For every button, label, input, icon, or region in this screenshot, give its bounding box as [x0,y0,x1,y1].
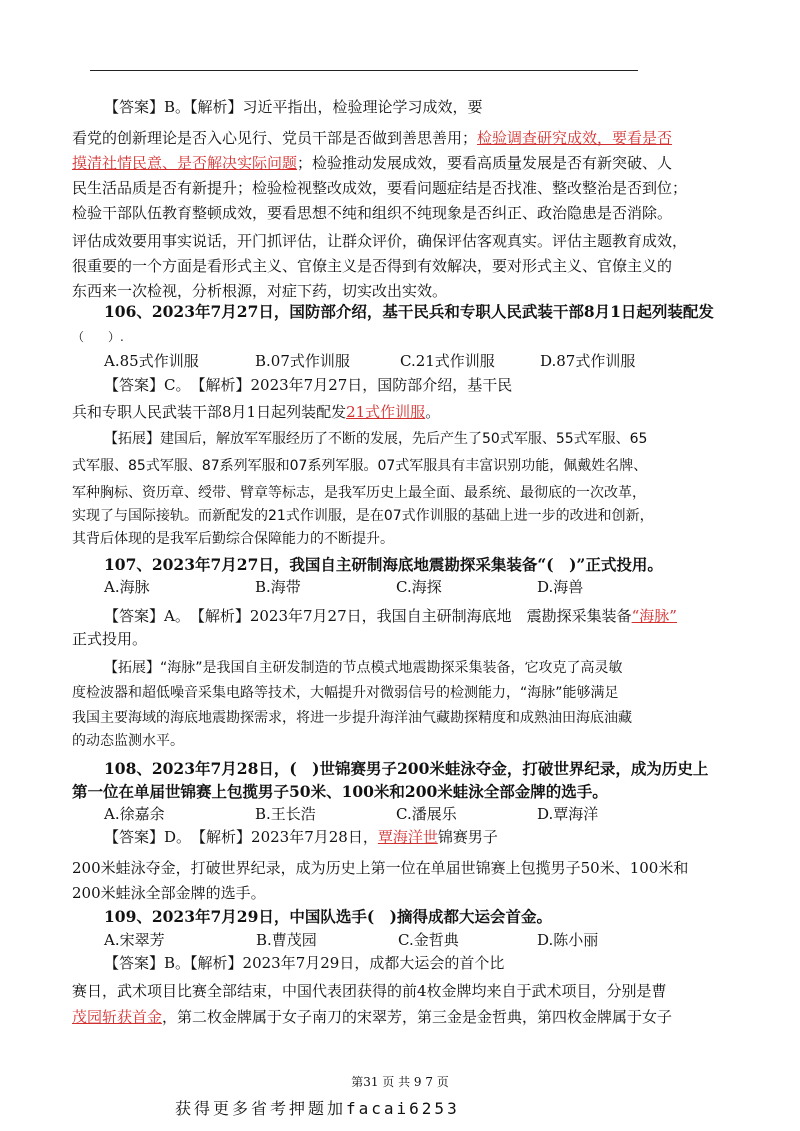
answer-105-line-5: 检验干部队伍教育整顿成效，要看思想不纯和组织不纯现象是否纠正、政治隐患是否消除。 [72,204,673,222]
answer-105-line-1: 【答案】B。【解析】习近平指出，检验理论学习成效，要 [104,98,483,116]
option-c: C.金哲典 [398,931,459,949]
question-107: 107、2023年7月27日，我国自主研制海底地震勘探采集装备“( )”正式投用。 [104,555,663,574]
answer-109-line-1: 【答案】B。【解析】2023年7月29日，成都大运会的首个比 [104,954,505,972]
promo-text: 获得更多省考押题加facai6253 [175,1099,460,1118]
extension-106-line-1: 【拓展】建国后，解放军军服经历了不断的发展，先后产生了50式军服、55式军服、65 [104,431,648,447]
answer-107-line-2: 正式投用。 [72,630,148,648]
answer-105-line-4: 民生活品质是否有新提升；检验检视整改成效，要看问题症结是否找准、整改整治是否到位； [72,179,688,197]
answer-108-line-2: 200米蛙泳夺金，打破世界纪录，成为历史上第一位在单届世锦赛上包揽男子50米、100米和 [72,859,689,877]
extension-107-line-3: 我国主要海域的海底地震勘探需求，将进一步提升海洋油气藏勘探精度和成熟油田海底油藏 [72,710,632,726]
extension-107-line-4: 的动态监测水平。 [72,733,184,749]
option-c: C.海探 [396,578,442,596]
answer-107-line-1: 【答案】A。 【解析】2023年7月27日，我国自主研制海底地 震勘探采集装备“海脉” [104,607,677,625]
extension-107-line-2: 度检波器和超低噪音采集电路等技术，大幅提升对微弱信号的检测能力，“海脉”能够满足 [72,685,619,701]
answer-109-line-3: 茂园斩获首金，第二枚金牌属于女子南刀的宋翠芳，第三金是金哲典，第四枚金牌属于女子 [72,1008,673,1026]
option-d: D.覃海洋 [537,805,599,823]
answer-105-line-7: 很重要的一个方面是看形式主义、官僚主义是否得到有效解决，要对形式主义、官僚主义的 [72,257,673,275]
option-c: C.潘展乐 [396,805,457,823]
highlight-text: “海脉” [631,607,677,625]
highlight-text: 覃海洋世 [377,828,438,846]
extension-106-line-5: 其背后体现的是我军后勤综合保障能力的不断提升。 [72,531,394,547]
extension-107-line-1: 【拓展】“海脉”是我国自主研发制造的节点模式地震勘探采集装备，它攻克了高灵敏 [104,660,623,676]
highlight-text: 摸清社情民意、是否解决实际问题 [72,154,298,172]
answer-105-line-3: 摸清社情民意、是否解决实际问题；检验推动发展成效，要看高质量发展是否有新突破、人 [72,154,673,172]
question-108-line-1: 108、2023年7月28日，( )世锦赛男子200米蛙泳夺金，打破世界纪录，成为历史上 [104,759,709,778]
question-106-paren: （ ）. [72,330,124,344]
answer-106-line-2: 兵和专职人民武装干部8月1日起列装配发21式作训服。 [72,403,441,421]
option-d: D.陈小丽 [537,931,599,949]
extension-106-line-3: 军种胸标、资历章、绶带、臂章等标志，是我军历史上最全面、最系统、最彻底的一次改革， [72,485,646,501]
question-109: 109、2023年7月29日，中国队选手( )摘得成都大运会首金。 [104,907,553,926]
answer-106-line-1: 【答案】C。 【解析】2023年7月27日，国防部介绍，基干民 [104,376,513,394]
answer-105-line-2: 看党的创新理论是否入心见行、党员干部是否做到善思善用；检验调查研究成效，要看是否 [72,129,673,147]
question-108-line-2: 第一位在单届世锦赛上包揽男子50米、100米和200米蛙泳全部金牌的选手。 [72,782,608,801]
highlight-text: 检验调查研究成效，要看是否 [477,129,673,147]
option-b: B.曹茂园 [256,931,317,949]
extension-106-line-2: 式军服、85式军服、87系列军服和07系列军服。07式军服具有丰富识别功能，佩戴姓名牌、 [72,458,648,474]
question-106: 106、2023年7月27日，国防部介绍，基干民兵和专职人民武装干部8月1日起列装配发 [104,302,714,321]
option-b: B.王长浩 [255,805,316,823]
page-footer: 第31 页 共 9 7 页 [351,1075,449,1089]
highlight-text: 21式作训服 [346,403,426,421]
option-a: A.85式作训服 [104,352,199,370]
answer-108-line-1: 【答案】D。 【解析】2023年7月28日，覃海洋世锦赛男子 [104,828,498,846]
option-a: A.宋翠芳 [104,931,165,949]
answer-109-line-2: 赛日，武术项目比赛全部结束，中国代表团获得的前4枚金牌均来自于武术项目，分别是曹 [72,982,667,1000]
answer-105-line-6: 评估成效要用事实说话，开门抓评估，让群众评价，确保评估客观真实。评估主题教育成效， [72,232,688,250]
highlight-text: 茂园斩获首金 [72,1008,163,1026]
answer-108-line-3: 200米蛙泳全部金牌的选手。 [72,884,266,902]
option-b: B.07式作训服 [255,352,350,370]
option-a: A.海脉 [104,578,150,596]
option-b: B.海带 [255,578,301,596]
option-d: D.87式作训服 [540,352,636,370]
option-a: A.徐嘉余 [104,805,165,823]
extension-106-line-4: 实现了与国际接轨。而新配发的21式作训服，是在07式作训服的基础上进一步的改进和创新， [72,508,654,524]
option-c: C.21式作训服 [400,352,495,370]
answer-105-line-8: 东西来一次检视，分析根源，对症下药，切实改出实效。 [72,282,448,300]
option-d: D.海兽 [537,578,584,596]
header-rule [90,70,638,71]
